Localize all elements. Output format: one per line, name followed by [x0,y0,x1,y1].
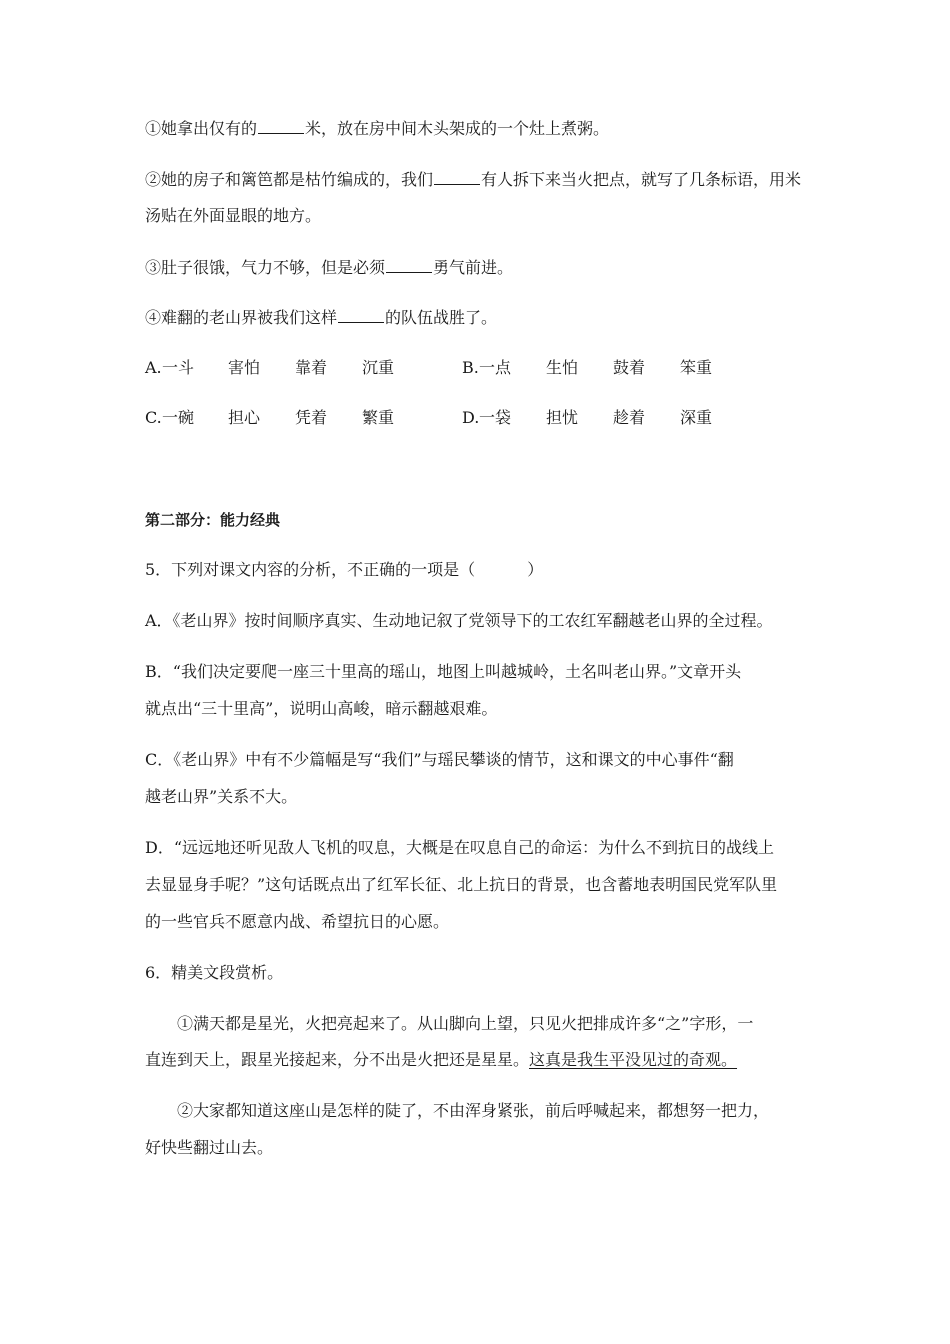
option-b-word-1: 一点 [479,358,512,377]
sentence-3 [145,258,513,278]
option-b-word-3: 鼓着 [613,358,646,377]
sentence-4-before: ④难翻的老山界被我们这样 [145,308,338,327]
q6-stem: 6．精美文段赏析。 [145,963,284,982]
q6-passage-1-text: 直连到天上，跟星光接起来，分不出是火把还是星星。 [145,1050,530,1069]
option-b-label: B. [462,358,479,377]
q5-option-a: A．《老山界》按时间顺序真实、生动地记叙了党领导下的工农红军翻越老山界的全过程。 [145,611,773,630]
blank-2 [434,170,480,185]
option-a-word-2: 害怕 [228,358,261,377]
section-title: 第二部分：能力经典 [145,511,281,529]
option-d-word-2: 担忧 [546,408,579,427]
q6-underlined-sentence: 这真是我生平没见过的奇观。 [529,1050,738,1069]
sentence-4 [145,308,497,328]
q6-passage-1-line1: ①满天都是星光，火把亮起来了。从山脚向上望，只见火把排成许多“之”字形，一 [177,1014,754,1033]
q6-passage-2-line2: 好快些翻过山去。 [145,1138,274,1157]
blank-1 [258,119,304,134]
option-c-word-3: 凭着 [295,408,328,427]
option-c-word-1: 一碗 [162,408,195,427]
q5-option-b-line1: B．“我们决定要爬一座三十里高的瑶山，地图上叫越城岭，土名叫老山界。”文章开头 [145,662,742,681]
q5-option-d-line3: 的一些官兵不愿意内战、希望抗日的心愿。 [145,912,450,931]
option-d-word-3: 趁着 [613,408,646,427]
q6-passage-2-line1: ②大家都知道这座山是怎样的陡了，不由浑身紧张，前后呼喊起来，都想努一把力， [177,1101,770,1120]
q5-stem-before: 5．下列对课文内容的分析，不正确的一项是（ [145,560,476,579]
sentence-2 [145,170,801,190]
q6-passage-1-line2 [145,1050,737,1070]
q5-option-d-line2: 去显显身手呢？”这句话既点出了红军长征、北上抗日的背景，也含蓄地表明国民党军队里 [145,875,778,894]
sentence-2-after: 有人拆下来当火把点，就写了几条标语，用米 [481,170,802,189]
option-b-word-2: 生怕 [546,358,579,377]
q5-stem [145,560,543,580]
option-c-word-4: 繁重 [362,408,395,427]
option-a-label: A. [145,358,162,377]
sentence-2-before: ②她的房子和篱笆都是枯竹编成的，我们 [145,170,434,189]
blank-4 [338,308,384,323]
sentence-3-before: ③肚子很饿，气力不够，但是必须 [145,258,386,277]
sentence-3-after: 勇气前进。 [433,258,514,277]
sentence-1-before: ①她拿出仅有的 [145,119,258,138]
option-d-word-4: 深重 [680,408,713,427]
option-b-word-4: 笨重 [680,358,713,377]
sentence-4-after: 的队伍战胜了。 [385,308,498,327]
option-a-word-1: 一斗 [162,358,195,377]
option-a-word-3: 靠着 [295,358,328,377]
option-c-word-2: 担心 [228,408,261,427]
q5-stem-after: ） [527,560,544,579]
option-d-label: D. [462,408,480,427]
q5-option-c-line2: 越老山界”关系不大。 [145,787,298,806]
blank-3 [386,258,432,273]
sentence-1 [145,119,609,139]
option-c-label: C. [145,408,162,427]
q5-option-c-line1: C．《老山界》中有不少篇幅是写“我们”与瑶民攀谈的情节，这和课文的中心事件“翻 [145,750,734,769]
option-d-word-1: 一袋 [479,408,512,427]
sentence-1-after: 米，放在房中间木头架成的一个灶上煮粥。 [305,119,610,138]
sentence-2-line2: 汤贴在外面显眼的地方。 [145,206,322,225]
option-a-word-4: 沉重 [362,358,395,377]
q5-option-d-line1: D．“远远地还听见敌人飞机的叹息，大概是在叹息自己的命运：为什么不到抗日的战线上 [145,838,775,857]
q5-option-b-line2: 就点出“三十里高”，说明山高峻，暗示翻越艰难。 [145,699,498,718]
